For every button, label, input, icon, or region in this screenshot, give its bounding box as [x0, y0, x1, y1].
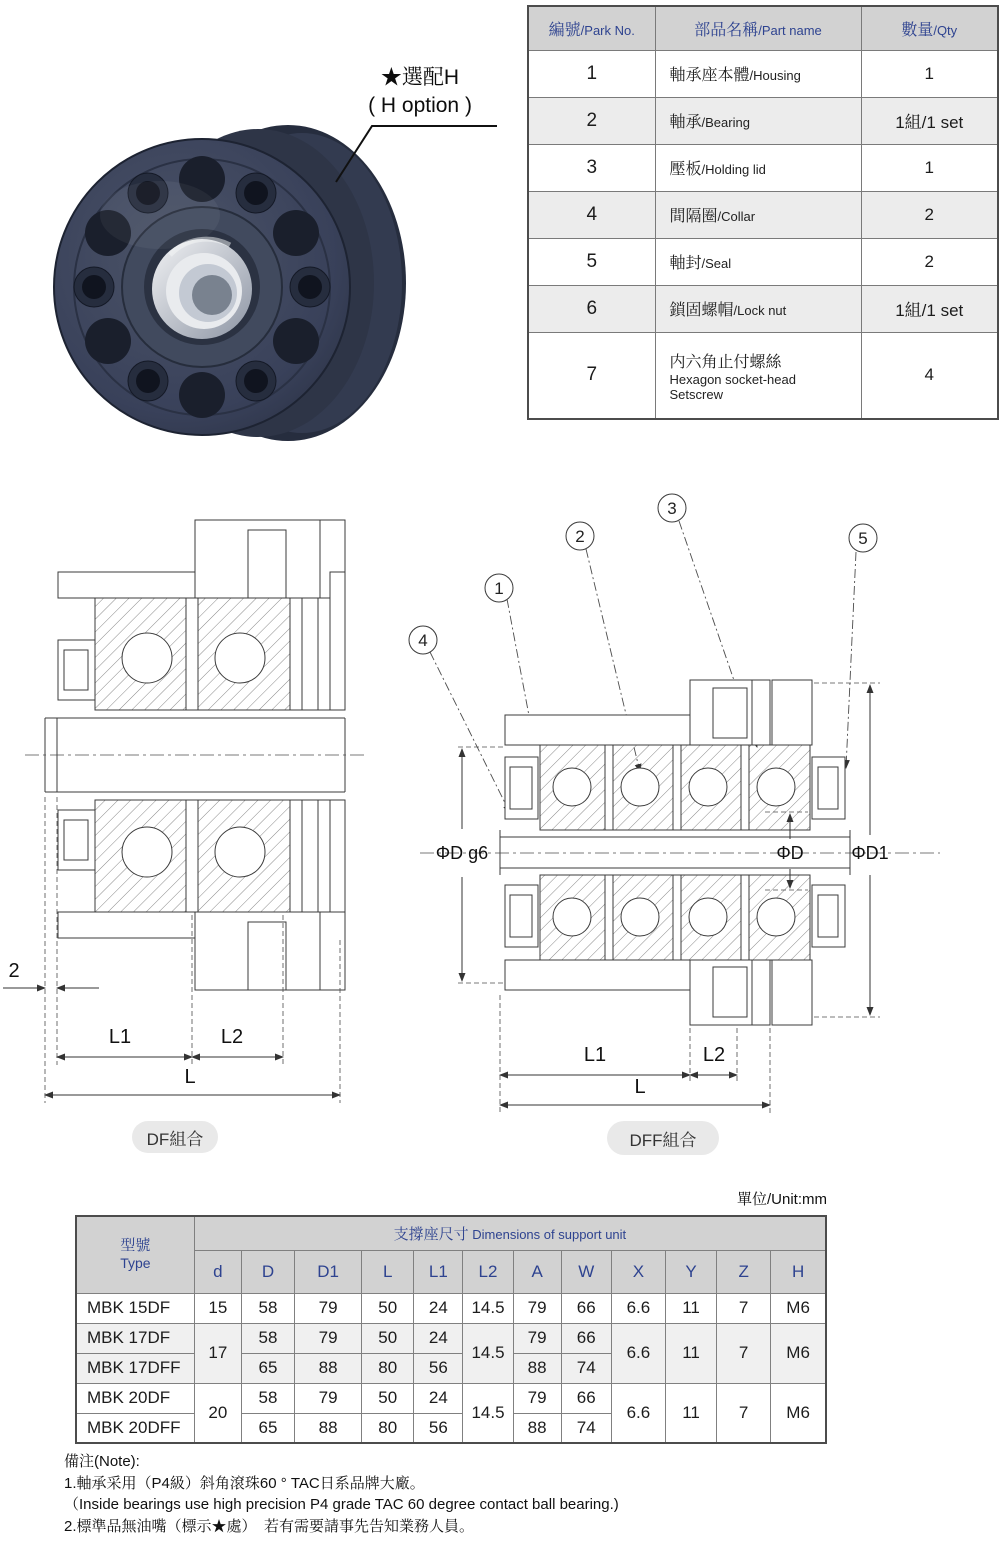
callout-5: [849, 524, 877, 552]
part-name: 鎖固螺帽/Lock nut: [655, 285, 861, 332]
dim-2-label: 2: [8, 960, 20, 982]
dff-assembly-label: DFF組合: [607, 1121, 719, 1155]
parts-table-header-row: [528, 6, 998, 50]
table-row: [528, 97, 998, 144]
col-L2: L2: [463, 1250, 513, 1293]
table-row: MBK 15DF 15 58 79 50 24 14.5 79 66 6.6 11 7 M6: [76, 1293, 826, 1323]
model-name: MBK 17DFF: [76, 1353, 194, 1383]
notes-block: [64, 1451, 884, 1537]
part-no: 2: [528, 97, 655, 144]
col-W: W: [561, 1250, 611, 1293]
col-d: d: [194, 1250, 241, 1293]
part-name: 壓板/Holding lid: [655, 144, 861, 191]
table-row: [528, 332, 998, 419]
callout-4: [409, 626, 437, 654]
svg-text:3: 3: [667, 499, 677, 518]
part-no: 5: [528, 238, 655, 285]
dim-d1-label: ΦD1: [851, 843, 889, 863]
note-line-3: 2.標準品無油嘴（標示★處） 若有需要請事先告知業務人員。: [64, 1517, 475, 1535]
callout-3: [658, 494, 686, 522]
table-row: [528, 285, 998, 332]
h-option-line1: ★選配H: [380, 66, 460, 89]
part-name: 軸封/Seal: [655, 238, 861, 285]
dim-l1-label: L1: [583, 1044, 607, 1066]
col-L1: L1: [414, 1250, 463, 1293]
dff-section-drawing: [400, 485, 960, 1170]
table-row: [528, 191, 998, 238]
part-no: 7: [528, 332, 655, 419]
part-qty: 1組/1 set: [861, 285, 998, 332]
svg-text:5: 5: [858, 529, 868, 548]
table-row: MBK 20DFF 65 88 80 56 88 74: [76, 1413, 826, 1443]
model-name: MBK 15DF: [76, 1293, 194, 1323]
header-type: 型號 Type: [76, 1216, 194, 1293]
svg-text:1: 1: [494, 579, 504, 598]
notes-title: 備注(Note):: [64, 1453, 140, 1470]
col-D1: D1: [295, 1250, 362, 1293]
col-Y: Y: [665, 1250, 716, 1293]
part-no: 6: [528, 285, 655, 332]
h-option-leader-line: [330, 118, 510, 198]
note-line-1: 1.軸承采用（P4級）斜角滾珠60 ° TAC日系品牌大廠。: [64, 1474, 425, 1492]
part-no: 3: [528, 144, 655, 191]
table-row: [528, 50, 998, 97]
table-row: MBK 20DF 20 58 79 50 24 14.5 79 66 6.6 11 7 M6: [76, 1383, 826, 1413]
dim-d-g6-label: ΦD g6: [435, 843, 489, 863]
part-no: 1: [528, 50, 655, 97]
h-option-caption: [322, 64, 518, 120]
dim-l-label: L: [634, 1076, 646, 1098]
dim-l1-label: L1: [108, 1026, 132, 1048]
svg-text:2: 2: [575, 527, 585, 546]
h-option-line2: ( H option ): [368, 94, 472, 117]
col-Z: Z: [717, 1250, 771, 1293]
note-line-2: （Inside bearings use high precision P4 grade TAC 60 degree contact ball bearing.): [64, 1496, 619, 1513]
part-qty: 2: [861, 191, 998, 238]
callout-2: [566, 522, 594, 550]
table-row: MBK 17DF 17 58 79 50 24 14.5 79 66 6.6 11 7 M6: [76, 1323, 826, 1353]
dim-l2-label: L2: [702, 1044, 726, 1066]
parts-table: [527, 5, 999, 420]
dim-l2-label: L2: [220, 1026, 244, 1048]
table-row: [528, 238, 998, 285]
table-row: [528, 144, 998, 191]
part-qty: 2: [861, 238, 998, 285]
table-row: MBK 17DFF 65 88 80 56 88 74: [76, 1353, 826, 1383]
col-L: L: [362, 1250, 414, 1293]
dim-l-label: L: [184, 1066, 196, 1088]
col-H: H: [771, 1250, 826, 1293]
part-qty: 1: [861, 144, 998, 191]
header-part-no: 編號/Park No.: [528, 6, 655, 50]
col-A: A: [513, 1250, 561, 1293]
part-qty: 1: [861, 50, 998, 97]
callout-1: [485, 574, 513, 602]
col-X: X: [611, 1250, 665, 1293]
model-name: MBK 17DF: [76, 1323, 194, 1353]
df-assembly-label: DF組合: [132, 1121, 218, 1153]
header-part-name: 部品名稱/Part name: [655, 6, 861, 50]
model-name: MBK 20DF: [76, 1383, 194, 1413]
part-name: 軸承座本體/Housing: [655, 50, 861, 97]
dim-table-group-header-row: [76, 1216, 826, 1250]
col-D: D: [241, 1250, 294, 1293]
unit-note: 單位/Unit:mm: [736, 1191, 827, 1208]
part-no: 4: [528, 191, 655, 238]
model-name: MBK 20DFF: [76, 1413, 194, 1443]
svg-text:4: 4: [418, 631, 428, 650]
header-support-unit-dims: 支撐座尺寸 Dimensions of support unit: [194, 1216, 826, 1250]
part-name: 間隔圈/Collar: [655, 191, 861, 238]
df-section-drawing: [0, 485, 400, 1170]
part-qty: 1組/1 set: [861, 97, 998, 144]
part-name: 軸承/Bearing: [655, 97, 861, 144]
part-name: 内六角止付螺絲 Hexagon socket-head Setscrew: [655, 332, 861, 419]
part-qty: 4: [861, 332, 998, 419]
dim-d-label: ΦD: [776, 843, 804, 863]
dimensions-table: [75, 1215, 827, 1444]
header-qty: 數量/Qty: [861, 6, 998, 50]
